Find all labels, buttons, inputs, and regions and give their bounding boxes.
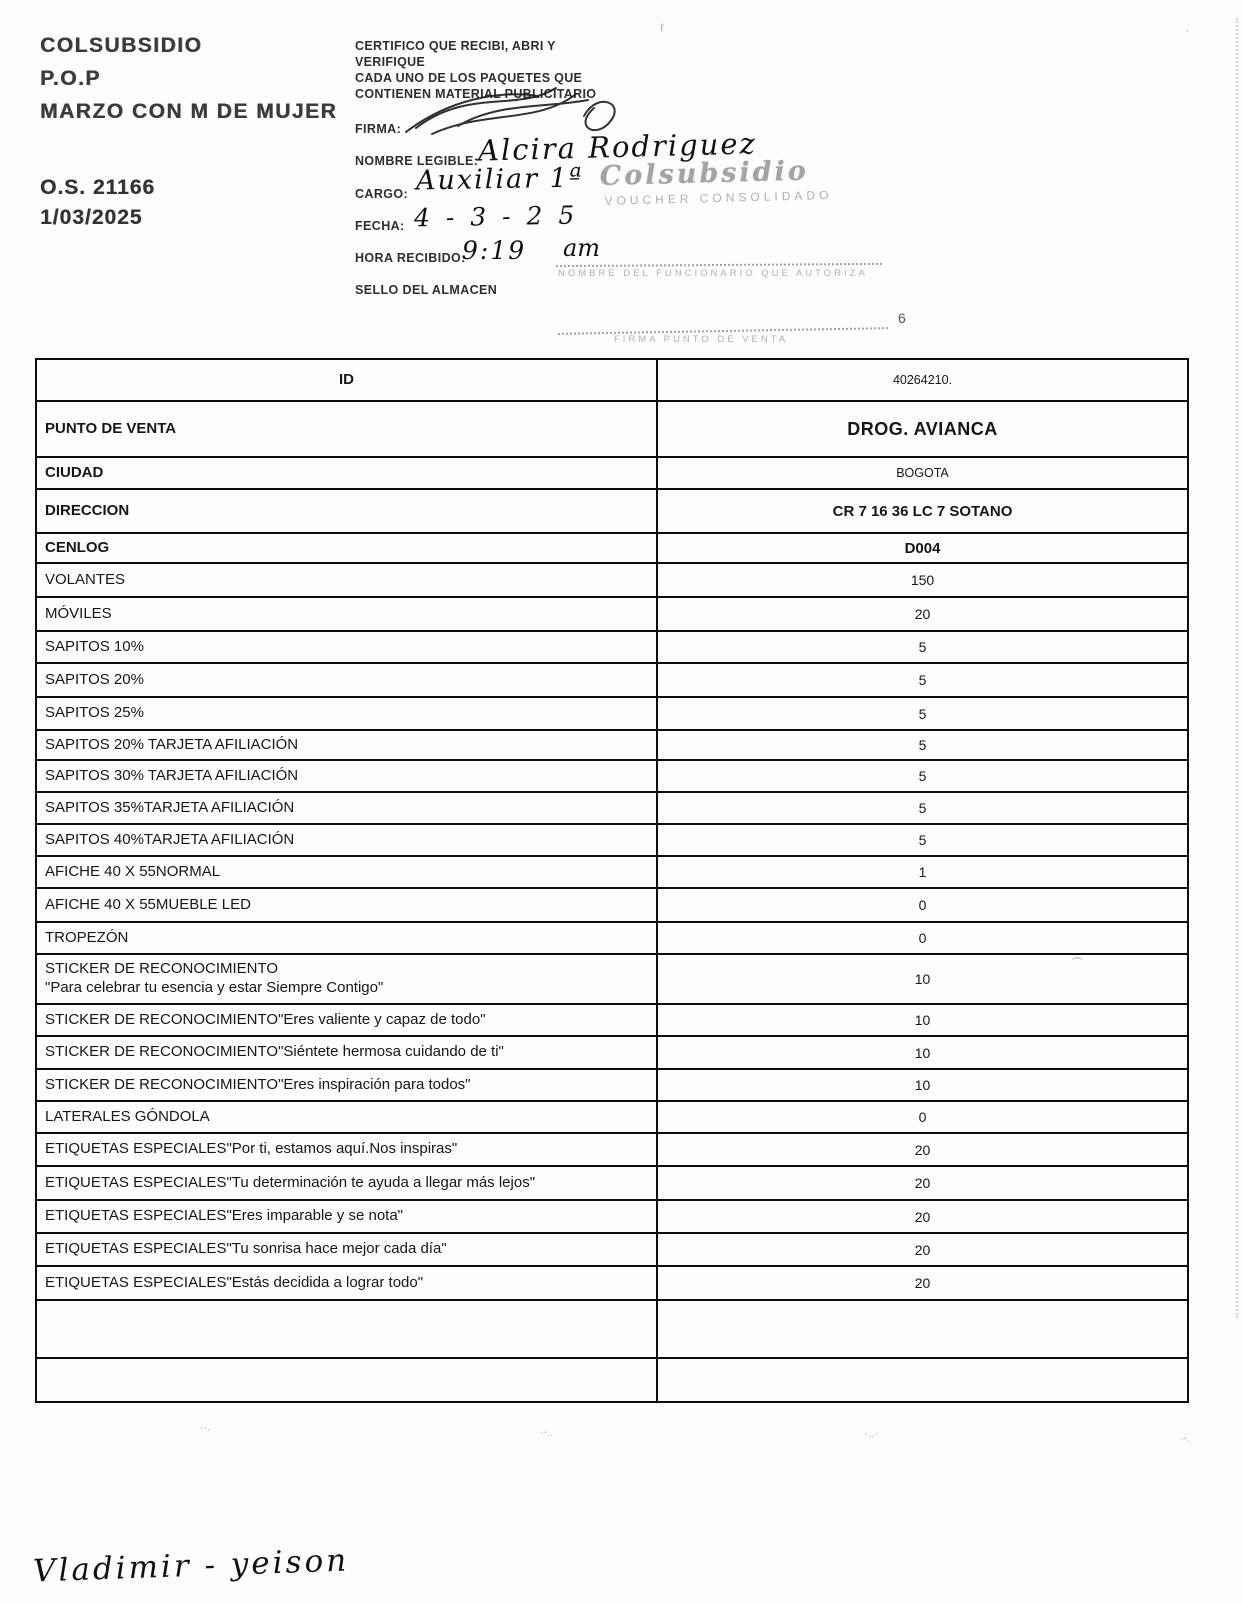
- table-row: [37, 823, 1187, 855]
- page-number: 6: [898, 310, 906, 326]
- campaign-title: MARZO CON M DE MUJER: [40, 100, 338, 123]
- cargo-label: CARGO:: [355, 187, 409, 201]
- table-row: [37, 662, 1187, 696]
- cargo-value: Auxiliar 1ª: [415, 162, 584, 197]
- row-label-line1: AFICHE 40 X 55NORMAL: [45, 862, 221, 880]
- row-label: [37, 955, 658, 1003]
- row-label: [37, 1102, 658, 1132]
- table-row: [37, 696, 1187, 729]
- row-label: [37, 923, 658, 953]
- row-value: [658, 1359, 1187, 1401]
- row-value: 20: [914, 606, 931, 622]
- row-label: [37, 761, 658, 791]
- row-label-line1: SAPITOS 10%: [45, 637, 144, 655]
- row-value: 5: [918, 705, 927, 722]
- order-date: 1/03/2025: [40, 206, 143, 229]
- stamp-voucher-text: VOUCHER CONSOLIDADO: [604, 187, 833, 208]
- row-label: [37, 458, 658, 488]
- row-value: 5: [918, 768, 927, 784]
- row-label-line1: CIUDAD: [45, 463, 104, 481]
- firma-label: FIRMA:: [355, 122, 402, 136]
- row-label: [37, 1070, 658, 1100]
- table-row: [37, 562, 1187, 596]
- scan-speck: ℓ: [660, 22, 664, 34]
- row-label: [37, 731, 658, 759]
- row-label-line1: STICKER DE RECONOCIMIENTO"Eres inspiración para todos": [45, 1075, 471, 1093]
- row-label-line1: ID: [339, 370, 354, 388]
- row-value: BOGOTA: [896, 466, 949, 480]
- row-value: 20: [914, 1141, 931, 1158]
- scan-speck: ·⋅..: [540, 1427, 554, 1439]
- table-row: [37, 1132, 1187, 1165]
- table-row: [37, 1165, 1187, 1199]
- row-value: 10: [914, 971, 931, 987]
- row-label: [37, 402, 658, 456]
- hora-ampm-value: am: [563, 234, 601, 262]
- table-row: [37, 456, 1187, 488]
- signature-rule-1: [556, 263, 882, 267]
- scan-speck: ’: [1186, 28, 1189, 40]
- row-label-line1: SAPITOS 25%: [45, 704, 144, 722]
- row-label-line1: STICKER DE RECONOCIMIENTO"Siéntete hermosa cuidando de ti": [45, 1043, 504, 1061]
- row-label-line1: LATERALES GÓNDOLA: [45, 1107, 210, 1125]
- row-label-line1: VOLANTES: [45, 570, 126, 588]
- scan-speck: ⏜: [1072, 958, 1083, 970]
- stamp-brand-text: Colsubsidio: [599, 155, 810, 193]
- table-row: [37, 1199, 1187, 1232]
- row-label-line1: MÓVILES: [45, 604, 112, 622]
- table-row: [37, 1068, 1187, 1100]
- row-label-line2: "Para celebrar tu esencia y estar Siempre Contigo": [45, 979, 384, 996]
- table-row: [37, 596, 1187, 630]
- row-value: 0: [918, 930, 927, 946]
- table-row: [37, 400, 1187, 456]
- row-label: [37, 793, 658, 823]
- fecha-value: 4 - 3 - 2 5: [413, 200, 579, 233]
- row-value: 0: [918, 897, 927, 913]
- row-value: 150: [910, 572, 935, 588]
- nombre-legible-label: NOMBRE LEGIBLE:: [355, 154, 479, 168]
- row-value: 20: [914, 1175, 931, 1191]
- row-label: [37, 1167, 658, 1199]
- row-value: 10: [914, 1077, 931, 1093]
- row-label-line1: ETIQUETAS ESPECIALES"Estás decidida a lograr todo": [45, 1273, 424, 1291]
- row-value: DROG. AVIANCA: [847, 418, 998, 439]
- row-value: 20: [914, 1241, 931, 1258]
- table-row: [37, 855, 1187, 887]
- row-label: [37, 825, 658, 855]
- row-label: [37, 1005, 658, 1035]
- row-label-line1: SAPITOS 20% TARJETA AFILIACIÓN: [45, 735, 299, 753]
- table-row: [37, 360, 1187, 400]
- hora-recibido-value: 9:19: [462, 236, 527, 265]
- row-label: [37, 564, 658, 596]
- table-row: [37, 532, 1187, 562]
- footer-signature: Vladimir - yeison: [32, 1542, 350, 1590]
- certification-line: VERIFIQUE: [355, 55, 426, 69]
- table-row: [37, 1035, 1187, 1068]
- row-label: [37, 490, 658, 532]
- table-row: [37, 630, 1187, 662]
- colsubsidio-stamp: [599, 155, 832, 208]
- company-name: COLSUBSIDIO: [40, 34, 203, 57]
- row-label: [37, 1267, 658, 1299]
- row-label-line1: TROPEZÓN: [45, 928, 129, 946]
- table-row: [37, 729, 1187, 759]
- table-row: [37, 759, 1187, 791]
- row-label-line1: AFICHE 40 X 55MUEBLE LED: [45, 895, 251, 913]
- row-label: [37, 1037, 658, 1068]
- row-value: 0: [918, 1109, 927, 1125]
- row-label: [37, 534, 658, 562]
- fecha-label: FECHA:: [355, 219, 405, 233]
- row-value: 10: [914, 1044, 931, 1061]
- table-row: [37, 953, 1187, 1003]
- row-value: 1: [918, 864, 927, 880]
- table-row: [37, 1299, 1187, 1357]
- row-label-line1: STICKER DE RECONOCIMIENTO: [45, 960, 279, 978]
- hora-recibido-label: HORA RECIBIDO:: [355, 251, 466, 265]
- scan-speck: ·⋅.: [1180, 1433, 1191, 1445]
- row-value: 5: [918, 672, 927, 688]
- table-row: [37, 1232, 1187, 1265]
- row-value: CR 7 16 36 LC 7 SOTANO: [832, 502, 1013, 520]
- row-label-line1: SAPITOS 20%: [45, 670, 144, 688]
- row-label-line1: ETIQUETAS ESPECIALES"Tu sonrisa hace mejor cada día": [45, 1240, 447, 1258]
- row-label-line1: STICKER DE RECONOCIMIENTO"Eres valiente y capaz de todo": [45, 1010, 486, 1028]
- row-label-line1: SAPITOS 40%TARJETA AFILIACIÓN: [45, 830, 295, 848]
- row-label: [37, 360, 658, 400]
- pop-label: P.O.P: [40, 67, 101, 90]
- row-label-line1: SAPITOS 35%TARJETA AFILIACIÓN: [45, 798, 295, 816]
- row-value: 10: [914, 1012, 931, 1028]
- pop-table: [35, 358, 1189, 1403]
- row-label: [37, 889, 658, 921]
- row-value: 5: [918, 639, 927, 655]
- row-label-line1: PUNTO DE VENTA: [45, 419, 177, 437]
- row-label-line1: ETIQUETAS ESPECIALES"Por ti, estamos aquí.Nos inspiras": [45, 1140, 458, 1158]
- row-label: [37, 857, 658, 887]
- order-number: O.S. 21166: [40, 176, 156, 199]
- table-row: [37, 1100, 1187, 1132]
- nombre-legible-value: Alcira Rodriguez: [477, 126, 758, 168]
- table-row: [37, 1265, 1187, 1299]
- row-value: 20: [914, 1208, 931, 1225]
- certification-line: CONTIENEN MATERIAL PUBLICITARIO: [355, 87, 597, 101]
- row-label: [37, 1234, 658, 1265]
- scan-speck: ··.: [200, 1422, 211, 1434]
- row-label-line1: SAPITOS 30% TARJETA AFILIACIÓN: [45, 766, 299, 784]
- table-row: [37, 921, 1187, 953]
- row-value: 40264210.: [892, 373, 953, 387]
- table-row: [37, 488, 1187, 532]
- row-value: 20: [914, 1275, 931, 1291]
- row-value: 5: [918, 737, 927, 753]
- row-label-line1: DIRECCION: [45, 501, 130, 519]
- table-row: [37, 1003, 1187, 1035]
- row-label-line1: ETIQUETAS ESPECIALES"Tu determinación te ayuda a llegar más lejos": [45, 1173, 536, 1191]
- table-row: [37, 887, 1187, 921]
- row-label: [37, 598, 658, 630]
- row-value: 5: [918, 832, 927, 848]
- certification-line: CADA UNO DE LOS PAQUETES QUE: [355, 71, 583, 85]
- punto-venta-caption: FIRMA PUNTO DE VENTA: [614, 334, 789, 345]
- row-label: [37, 1359, 658, 1401]
- row-label: [37, 1301, 658, 1357]
- scan-speck: ·..·: [865, 1428, 879, 1440]
- row-label-line1: CENLOG: [45, 538, 110, 556]
- table-row: [37, 1357, 1187, 1401]
- row-label: [37, 698, 658, 729]
- row-label: [37, 1201, 658, 1232]
- autoriza-caption: NOMBRE DEL FUNCIONARIO QUE AUTORIZA: [558, 268, 868, 279]
- row-label: [37, 632, 658, 662]
- row-value: [658, 1301, 1187, 1357]
- row-label: [37, 664, 658, 696]
- certification-line: CERTIFICO QUE RECIBI, ABRI Y: [355, 39, 556, 53]
- table-row: [37, 791, 1187, 823]
- sello-almacen-label: SELLO DEL ALMACEN: [355, 283, 498, 297]
- row-value: D004: [904, 539, 941, 557]
- row-value: 5: [918, 800, 927, 816]
- header-left-block: [40, 34, 370, 133]
- row-label: [37, 1134, 658, 1165]
- row-label-line1: ETIQUETAS ESPECIALES"Eres imparable y se nota": [45, 1207, 404, 1225]
- scan-artifact-line: [1236, 18, 1238, 1318]
